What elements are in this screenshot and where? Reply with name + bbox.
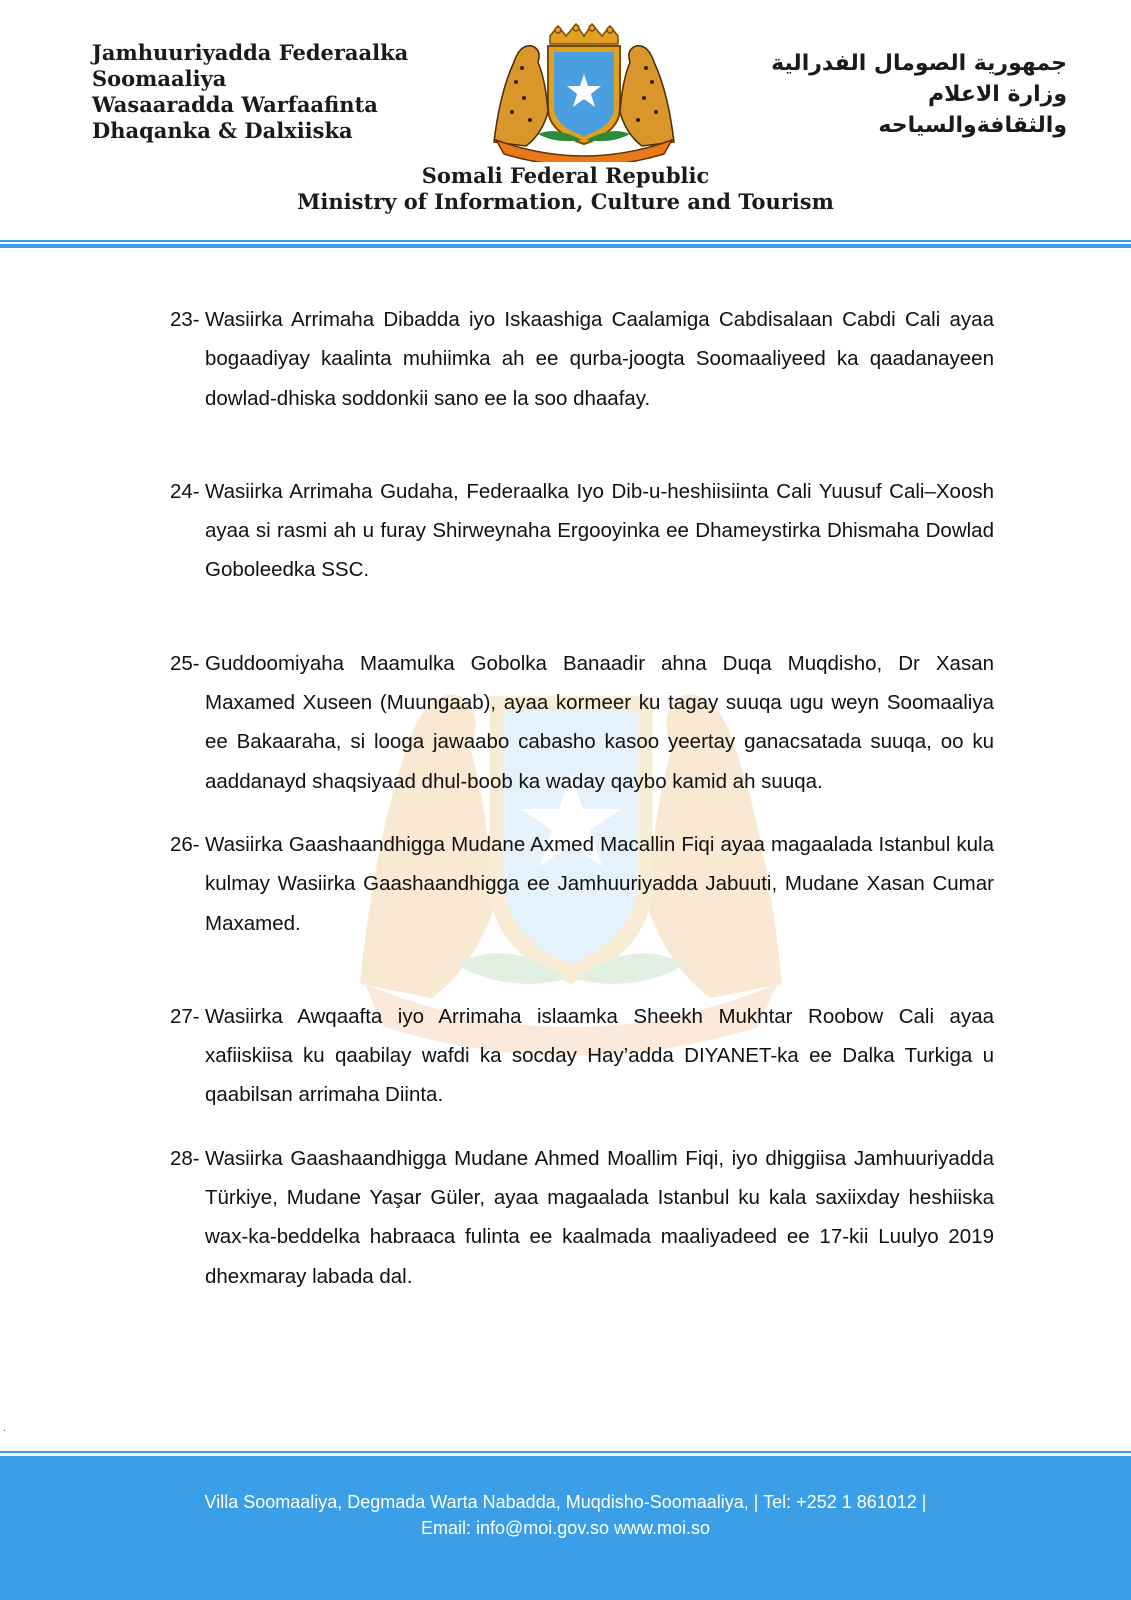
stray-mark: .	[3, 1420, 7, 1434]
header-center-line-1: Somali Federal Republic	[421, 163, 710, 188]
header-right-line-1: جمهورية الصومال الفدرالية	[771, 51, 1067, 76]
footer-address: Villa Soomaaliya, Degmada Warta Nabadda, Muqdisho-Soomaaliya, | Tel: +252 1 861012 |	[204, 1492, 927, 1512]
header-center-line-2: Ministry of Information, Culture and Tourism	[297, 189, 834, 214]
header-english-title	[0, 163, 1131, 215]
footer-divider	[0, 1451, 1131, 1453]
item-text: Wasiirka Gaashaandhigga Mudane Axmed Macallin Fiqi ayaa magaalada Istanbul kula kulmay Wasiirka Gaashaandhigga ee Jamhuuriyadda Jabuuti, Mudane Xasan Cumar Maxamed.	[205, 832, 994, 935]
news-list	[170, 300, 994, 1296]
header-arabic-title	[771, 48, 1067, 141]
news-item-26	[170, 825, 994, 943]
item-number: 26-	[170, 832, 200, 856]
somalia-coat-of-arms-icon	[486, 22, 682, 162]
header-left-line-4: Dhaqanka & Dalxiiska	[92, 118, 353, 143]
header-left-line-2: Soomaaliya	[92, 66, 227, 91]
item-text: Wasiirka Awqaafta iyo Arrimaha islaamka Sheekh Mukhtar Roobow Cali ayaa xafiiskiisa ku qaabilay wafdi ka socday Hay’adda DIYANET-ka ee Dalka Turkiga u qaabilsan arrimaha Diinta.	[205, 1004, 994, 1107]
news-item-28	[170, 1139, 994, 1296]
item-text: Wasiirka Gaashaandhigga Mudane Ahmed Moallim Fiqi, iyo dhiggiisa Jamhuuriyadda Türkiye, Mudane Yaşar Güler, ayaa magaalada Istanbul ku kala saxiixday heshiiska wax-ka-beddelka habraaca fulinta ee kaalmada maaliyadeed ee 17-kii Luulyo 2019 dhexmaray labada dal.	[205, 1146, 994, 1288]
item-number: 27-	[170, 1004, 200, 1028]
header-divider	[0, 240, 1131, 248]
item-number: 23-	[170, 308, 200, 331]
header-somali-title	[92, 40, 408, 144]
header-left-line-1: Jamhuuriyadda Federaalka	[92, 40, 409, 65]
footer	[0, 1456, 1131, 1600]
item-number: 28-	[170, 1146, 200, 1170]
item-text: Wasiirka Arrimaha Dibadda iyo Iskaashiga Caalamiga Cabdisalaan Cabdi Cali ayaa bogaadiyay kaalinta muhiimka ah ee qurba-joogta Soomaaliyeed ka qaadanayeen dowlad-dhiska soddonkii sano ee la soo dhaafay.	[205, 308, 994, 410]
footer-contact: Email: info@moi.gov.so www.moi.so	[420, 1518, 711, 1538]
item-number: 24-	[170, 479, 200, 503]
item-text: Guddoomiyaha Maamulka Gobolka Banaadir ahna Duqa Muqdisho, Dr Xasan Maxamed Xuseen (Muungaab), ayaa kormeer ku tagay suuqa ugu weyn Soomaaliya ee Bakaaraha, si looga jawaabo cabasho kasoo yeertay ganacsatada suuqa, oo ku aaddanayd shaqsiyaad dhul-boob ka waday qaybo kamid ah suuqa.	[205, 651, 994, 793]
header-right-line-3: والثقافةوالسياحه	[878, 113, 1067, 138]
header-right-line-2: وزارة الاعلام	[928, 82, 1067, 107]
news-item-27	[170, 997, 994, 1115]
news-item-23	[170, 300, 994, 418]
news-item-25	[170, 644, 994, 801]
news-item-24	[170, 472, 994, 590]
item-number: 25-	[170, 651, 200, 675]
item-text: Wasiirka Arrimaha Gudaha, Federaalka Iyo Dib-u-heshiisiinta Cali Yuusuf Cali–Xoosh ayaa si rasmi ah u furay Shirweynaha Ergooyinka ee Dhameystirka Dhismaha Dowlad Goboleedka SSC.	[205, 479, 994, 582]
header-left-line-3: Wasaaradda Warfaafinta	[92, 92, 378, 117]
